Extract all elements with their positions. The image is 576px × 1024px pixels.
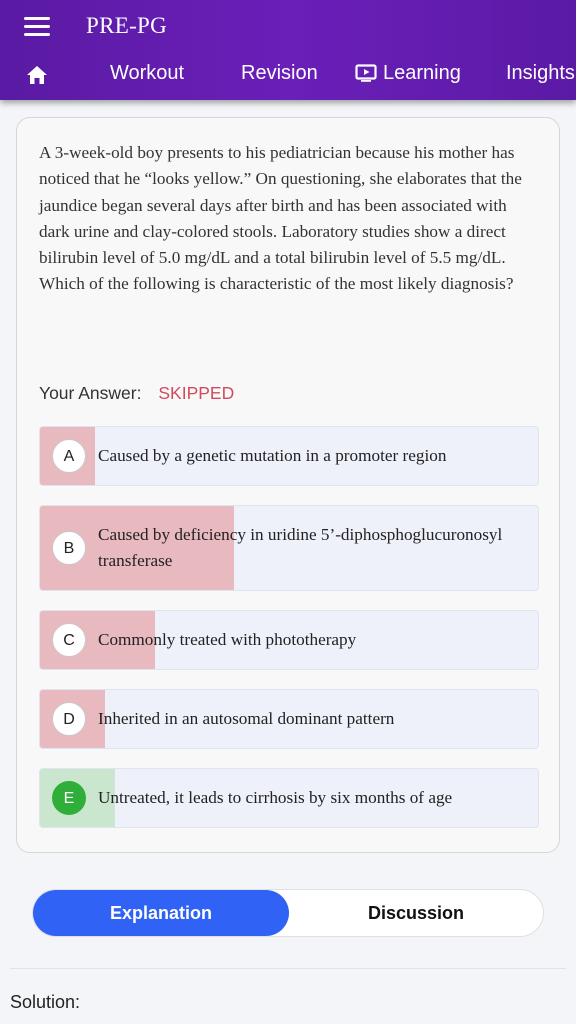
option-letter: A (52, 439, 86, 473)
option-e[interactable] (39, 768, 539, 828)
option-b[interactable] (39, 505, 539, 591)
explanation-discussion-toggle (32, 889, 544, 937)
option-text: Caused by deficiency in uridine 5’-diphosphoglucuronosyl transferase (98, 525, 503, 570)
app-bar (0, 0, 576, 100)
section-divider (10, 968, 566, 969)
nav-item-revision[interactable] (241, 50, 318, 98)
top-nav (0, 50, 576, 98)
nav-item-learning[interactable] (355, 50, 461, 98)
home-icon[interactable] (26, 65, 48, 85)
nav-item-insights[interactable] (506, 50, 575, 98)
option-text: Untreated, it leads to cirrhosis by six months of age (98, 788, 453, 807)
option-letter: C (52, 623, 86, 657)
nav-item-label: Learning (383, 62, 461, 84)
option-text: Caused by a genetic mutation in a promoter region (98, 446, 447, 465)
your-answer (39, 383, 234, 404)
option-a[interactable] (39, 426, 539, 486)
option-letter: B (52, 531, 86, 565)
app-title: PRE-PG (86, 13, 168, 38)
option-d[interactable] (39, 689, 539, 749)
tab-explanation[interactable]: Explanation (33, 890, 289, 936)
nav-item-label: Workout (110, 62, 185, 84)
option-text: Inherited in an autosomal dominant pattern (98, 709, 395, 728)
hamburger-menu-icon[interactable] (24, 17, 50, 37)
option-text: Commonly treated with phototherapy (98, 630, 357, 649)
nav-item-label: Insights (506, 62, 575, 84)
option-letter: D (52, 702, 86, 736)
question-text: A 3-week-old boy presents to his pediatrician because his mother has noticed that he “looks yellow.” On questioning, she elaborates that the jaundice began several days after birth and has been associated with dark urine and clay-colored stools. Laboratory studies show a direct bilirubin level of 5.0 mg/dL and a total bilirubin level of 5.5 mg/dL. Which of the following is characteristic of the most likely diagnosis? (39, 143, 522, 294)
solution-heading: Solution: (10, 992, 81, 1012)
nav-item-workout[interactable] (110, 50, 184, 98)
tab-discussion[interactable]: Discussion (367, 903, 465, 923)
nav-item-label: Revision (241, 62, 318, 84)
play-screen-icon (355, 64, 377, 82)
option-c[interactable] (39, 610, 539, 670)
your-answer-label: Your Answer: (39, 383, 142, 403)
question-card (16, 117, 560, 853)
option-letter: E (52, 781, 86, 815)
answer-status-badge: SKIPPED (158, 383, 235, 403)
